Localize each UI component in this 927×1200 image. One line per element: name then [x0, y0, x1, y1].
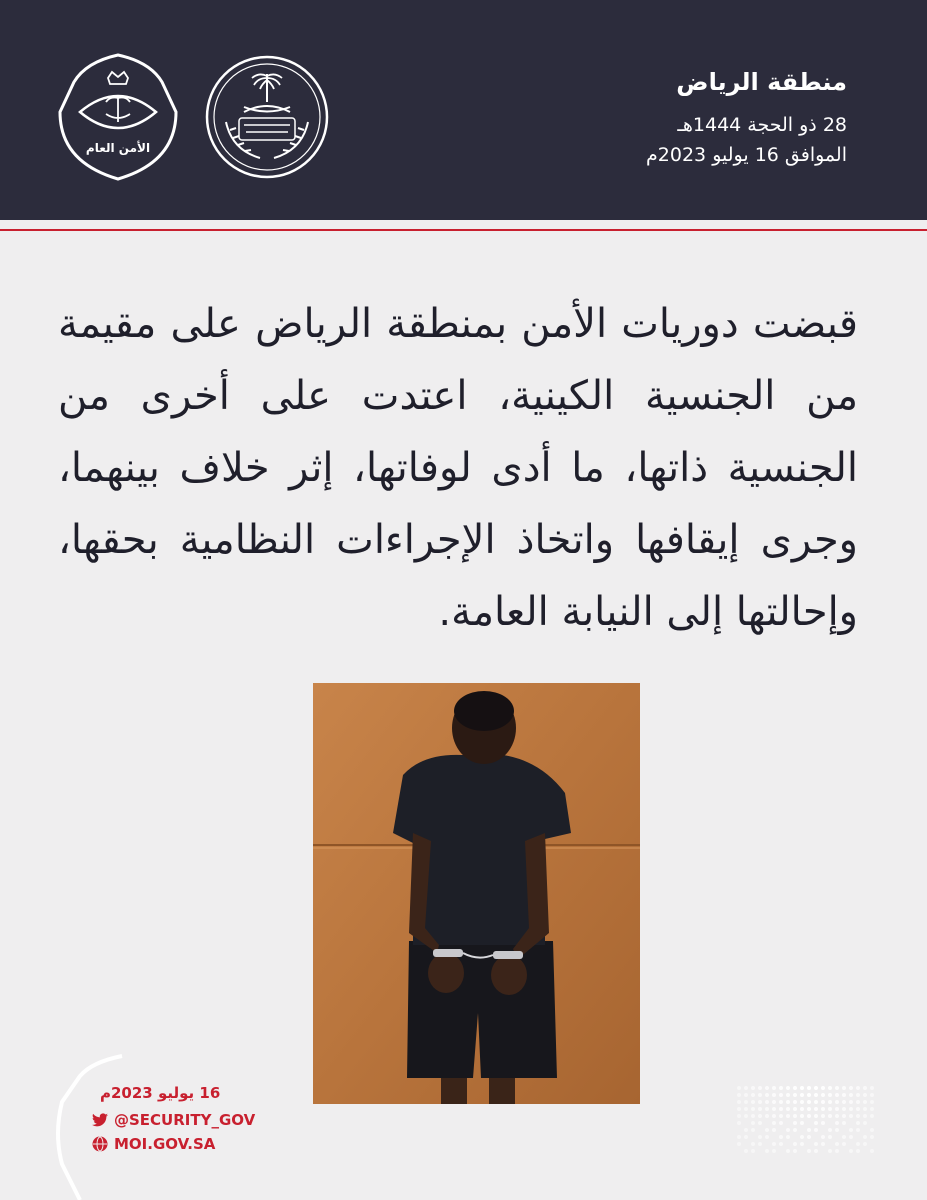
hijri-date: 28 ذو الحجة 1444هـ: [677, 114, 847, 136]
arrest-photo: [313, 683, 640, 1104]
globe-icon: [92, 1136, 108, 1152]
twitter-handle: @SECURITY_GOV: [114, 1111, 256, 1129]
website-row[interactable]: [92, 1135, 215, 1153]
gregorian-date: الموافق 16 يوليو 2023م: [646, 144, 847, 166]
public-security-badge-logo: [56, 52, 180, 182]
ministry-emblem-logo: [204, 54, 330, 180]
header-divider: [0, 229, 927, 231]
twitter-icon: [92, 1112, 108, 1128]
footer-date: 16 يوليو 2023م: [100, 1084, 221, 1102]
region-title: منطقة الرياض: [676, 68, 847, 96]
website-url: MOI.GOV.SA: [114, 1135, 216, 1153]
news-body-text: قبضت دوريات الأمن بمنطقة الرياض على مقيمة من الجنسية الكينية، اعتدت على أخرى من الجنسية ذاتها، ما أدى لوفاتها، إثر خلاف بينهما، وجرى إيقافها واتخاذ الإجراءات النظامية بحقها، وإحالتها إلى النيابة العامة.: [58, 301, 858, 635]
badge-label: الأمن العام: [85, 141, 151, 155]
twitter-row[interactable]: [92, 1111, 255, 1129]
decorative-dot-pattern: [735, 1084, 877, 1154]
